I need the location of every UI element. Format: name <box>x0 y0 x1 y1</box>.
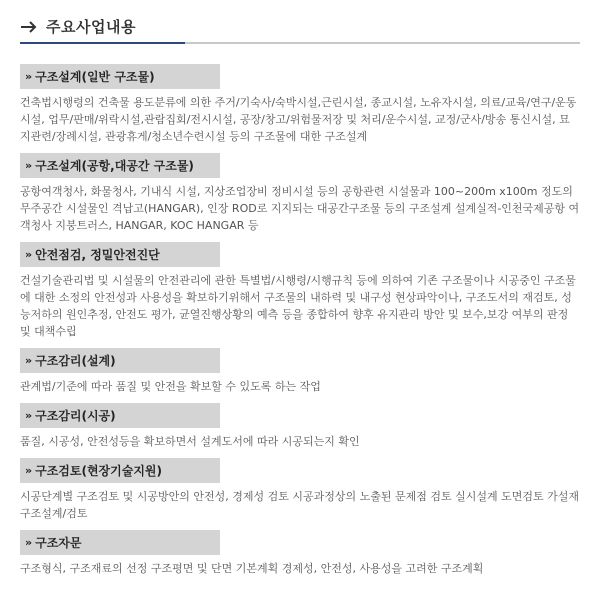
double-chevron-right-icon: » <box>25 354 33 367</box>
section-structural-review <box>20 458 580 522</box>
section-header <box>20 348 220 373</box>
arrow-right-icon <box>20 20 38 34</box>
section-body: 관계법/기준에 따라 품질 및 안전을 확보할 수 있도록 하는 작업 <box>20 380 321 393</box>
section-structural-consulting <box>20 530 580 577</box>
double-chevron-right-icon: » <box>25 409 33 422</box>
title-accent-line <box>20 42 185 44</box>
section-header <box>20 64 220 89</box>
section-supervision-design <box>20 348 580 395</box>
page-title: 주요사업내용 <box>46 18 136 36</box>
section-title: 구조감리(시공) <box>35 409 116 423</box>
section-body: 건설기술관리법 및 시설물의 안전관리에 관한 특별법/시행령/시행규칙 등에 의하여 기존 구조물이나 시공중인 구조물에 대한 소정의 안전성과 사용성을 확보하기위해서 구조물의 내하력 및 내구성 현상파악이나, 구조도서의 재검토, 성능저하의 원인추정, 안전도 평가, 균열진행상황의 예측 등을 종합하여 향후 유지관리 방안 및 보수,보강 여부의 판정 및 대책수립 <box>20 274 576 338</box>
page-title-wrap <box>20 16 136 37</box>
section-structural-design-general <box>20 64 580 145</box>
section-body: 건축법시행령의 건축물 용도분류에 의한 주거/기숙사/숙박시설,근린시설, 종교시설, 노유자시설, 의료/교육/연구/운동시설, 업무/판매/위락시설,관람집회/전시시설, 공장/창고/위험물저장 및 처리/운수시설, 교정/군사/방송 통신시설, 묘지관련/장례시설, 관광휴게/청소년수련시설 등의 구조물에 대한 구조설계 <box>20 96 577 143</box>
section-body: 구조형식, 구조재료의 선정 구조평면 및 단면 기본계획 경제성, 안전성, 사용성을 고려한 구조계획 <box>20 562 484 575</box>
section-title: 구조자문 <box>35 536 82 550</box>
section-supervision-construction <box>20 403 580 450</box>
section-header <box>20 458 220 483</box>
section-title: 구조설계(일반 구조물) <box>35 70 155 84</box>
section-title: 구조검토(현장기술지원) <box>35 464 162 478</box>
section-header <box>20 530 220 555</box>
section-header <box>20 242 220 267</box>
double-chevron-right-icon: » <box>25 248 33 261</box>
page-title-bar <box>20 0 580 44</box>
section-safety-inspection <box>20 242 580 340</box>
section-header <box>20 403 220 428</box>
section-title: 구조설계(공항,대공간 구조물) <box>35 159 194 173</box>
double-chevron-right-icon: » <box>25 536 33 549</box>
section-body: 공항여객청사, 화물청사, 기내식 시설, 지상조업장비 정비시설 등의 공항관련 시설물과 100~200m x100m 정도의 무주공간 시설물인 격납고(HANGAR), 인장 ROD로 지지되는 대공간구조물 등의 구조설계 설계실적-인천국제공항 여객청사 지붕트러스, HANGAR, KOC HANGAR 등 <box>20 185 580 232</box>
section-title: 구조감리(설계) <box>35 354 116 368</box>
section-header <box>20 153 220 178</box>
section-body: 시공단계별 구조검토 및 시공방안의 안전성, 경제성 검토 시공과정상의 노출된 문제점 검토 실시설계 도면검토 가설재 구조설계/검토 <box>20 490 579 520</box>
section-list <box>20 64 580 577</box>
section-body: 품질, 시공성, 안전성등을 확보하면서 설계도서에 따라 시공되는지 확인 <box>20 435 360 448</box>
section-structural-design-airport <box>20 153 580 234</box>
double-chevron-right-icon: » <box>25 70 33 83</box>
section-title: 안전점검, 정밀안전진단 <box>35 248 160 262</box>
double-chevron-right-icon: » <box>25 159 33 172</box>
double-chevron-right-icon: » <box>25 464 33 477</box>
